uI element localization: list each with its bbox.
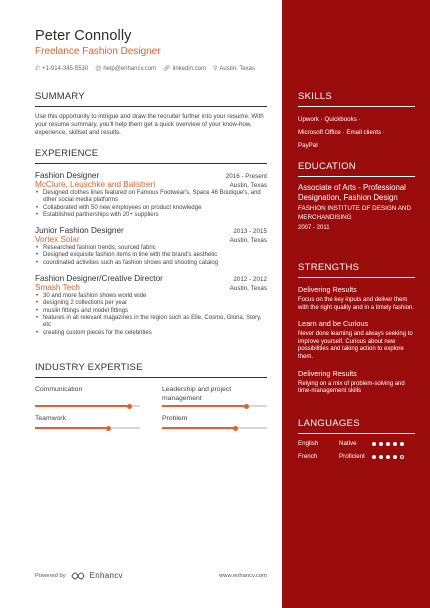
contact-phone[interactable]: ✆ +1-914-345-5530: [35, 65, 89, 72]
strength-title: Delivering Results: [298, 285, 357, 294]
skills-heading: SKILLS: [298, 91, 415, 107]
language-dot-filled: [386, 442, 390, 446]
language-dot-filled: [372, 455, 376, 459]
candidate-title: Freelance Fashion Designer: [35, 46, 161, 57]
language-dot-filled: [372, 442, 376, 446]
job-bullet: • features in all relevant magazines in the region such as Elle, Cosmo, Gloria, Story, etc: [35, 315, 267, 330]
expertise-item: [162, 386, 267, 407]
job-bullets: [35, 245, 267, 267]
location-pin-icon: ⚲: [213, 66, 218, 72]
job-entry: [35, 171, 267, 219]
strength-description: Never done learning and always seeking to improve yourself. Curious about new possibilities and taking action to explore them.: [298, 331, 413, 360]
job-bullet: • 30 and more fashion shows world wide: [35, 293, 267, 300]
language-dot-empty: [400, 455, 404, 459]
summary-text: Use this opportunity to intrigue and draw the recruiter further into your resume. With your resume summary, you'll help them get a quick overview of your know-how, experience, skillset and results.: [35, 113, 264, 136]
strength-description: Focus on the key inputs and deliver them with the right quality and in a timely fashion.: [298, 297, 415, 311]
expertise-bar: [162, 427, 267, 429]
language-dot-filled: [379, 455, 383, 459]
education-degree: Associate of Arts - Professional Designation, Fashion Design: [298, 183, 406, 202]
job-bullet: • Designed exquisite fashion items in line with the brand's aesthetic: [35, 252, 267, 259]
industry-expertise-heading: INDUSTRY EXPERTISE: [35, 362, 267, 378]
contact-linkedin[interactable]: 🔗︎ linkedin.com: [163, 65, 207, 72]
language-name: French: [298, 453, 318, 460]
languages-heading: LANGUAGES: [298, 418, 415, 434]
language-level: Native: [339, 440, 357, 447]
job-company: Vortex Solar: [35, 235, 80, 245]
expertise-item: [35, 386, 140, 407]
language-dot-filled: [393, 455, 397, 459]
job-bullet: • creating custom pieces for the celebrities: [35, 330, 267, 337]
candidate-name: Peter Connolly: [35, 28, 132, 44]
strength-title: Learn and be Curious: [298, 319, 369, 329]
job-bullet: • Collaborated with 50 new employees on product knowledge: [35, 205, 267, 212]
enhancv-logo-icon: [71, 572, 85, 580]
skills-line: Microsoft Office · Email clients ·: [298, 129, 385, 136]
language-level: Proficient: [339, 453, 365, 460]
job-dates: 2016 - Present: [225, 173, 267, 180]
language-dots: [372, 442, 404, 446]
education-years: 2007 - 2011: [298, 225, 330, 231]
strengths-section: [298, 262, 415, 396]
job-bullet: • coordinated activities such as fashion shows and shooting catalog: [35, 260, 267, 267]
sidebar: [282, 0, 430, 608]
job-bullet: • muslin fittings and model fittings: [35, 308, 267, 315]
language-dot-filled: [400, 442, 404, 446]
languages-section: [298, 418, 415, 460]
summary-heading: SUMMARY: [35, 91, 267, 107]
job-location: Austin, Texas: [229, 237, 267, 245]
at-icon: @: [95, 65, 102, 72]
language-name: English: [298, 440, 319, 447]
language-dot-filled: [379, 442, 383, 446]
strength-title: Delivering Results: [298, 368, 357, 378]
experience-section: [35, 148, 267, 337]
job-title: Fashion Designer: [35, 171, 100, 180]
phone-icon: ✆: [35, 66, 41, 72]
expertise-bar-fill: [162, 405, 246, 407]
job-location: Austin, Texas: [229, 182, 267, 189]
education-heading: EDUCATION: [298, 161, 415, 177]
expertise-bar: [35, 427, 140, 429]
expertise-item: [162, 415, 267, 429]
expertise-name: Problem: [162, 415, 188, 422]
job-bullet: • Researched fashion trends, sourced fabric: [35, 245, 267, 252]
strength-description: Relying on a mix of problem-solving and time-management skills: [298, 380, 405, 395]
job-entry: [35, 274, 267, 337]
language-dots: [372, 455, 404, 459]
education-school: FASHION INSTITUTE OF DESIGN AND MERCHANDISING: [298, 205, 412, 221]
skills-section: [298, 91, 415, 152]
link-icon: 🔗︎: [163, 66, 171, 72]
expertise-bar-fill: [35, 427, 109, 429]
resume-header: [35, 28, 267, 72]
job-company: McClure, Leuschke and Balistreri: [35, 180, 156, 189]
footer: [35, 571, 267, 580]
experience-heading: EXPERIENCE: [35, 148, 267, 164]
expertise-bar-fill: [162, 427, 236, 429]
job-company: Smash Tech: [35, 283, 80, 293]
job-title: Junior Fashion Designer: [35, 226, 124, 236]
contact-email[interactable]: @ help@enhancv.com: [95, 65, 157, 72]
job-bullet: • Established partnerships with 20+ suppliers: [35, 212, 267, 219]
language-dot-filled: [386, 455, 390, 459]
expertise-name: Teamwork: [35, 415, 66, 422]
job-bullets: [35, 293, 267, 337]
job-location: Austin, Texas: [229, 285, 267, 293]
expertise-bar-knob: [106, 426, 111, 431]
language-row: [298, 453, 415, 460]
expertise-bar: [35, 405, 140, 407]
expertise-name: Leadership and project management: [162, 386, 232, 402]
job-bullet: • Designed clothes lines featured on Famous Footwear's, Space 46 Boutique's, and other social media platforms: [35, 190, 267, 205]
expertise-item: [35, 415, 140, 429]
job-dates: 2012 - 2012: [233, 276, 267, 284]
contact-location: ⚲ Austin, Texas: [213, 65, 255, 72]
powered-by: [35, 571, 123, 580]
skills-line: Upwork · Quickbooks ·: [298, 116, 361, 123]
job-dates: 2013 - 2015: [233, 228, 267, 236]
summary-section: [35, 91, 267, 137]
contact-row: [35, 65, 267, 72]
job-entry: [35, 226, 267, 267]
education-section: [298, 161, 415, 231]
expertise-name: Communication: [35, 386, 83, 393]
powered-by-label: Powered by: [35, 572, 66, 579]
job-title: Fashion Designer/Creative Director: [35, 274, 163, 284]
expertise-bar-fill: [35, 405, 130, 407]
strengths-heading: STRENGTHS: [298, 262, 415, 278]
expertise-bar: [162, 405, 267, 407]
skills-list: [298, 113, 415, 152]
job-bullet: • designing 2 collections per year: [35, 300, 267, 307]
industry-expertise-section: [35, 362, 267, 429]
language-row: [298, 440, 415, 447]
skills-line: PayPal: [298, 142, 318, 149]
expertise-bar-knob: [244, 404, 249, 409]
expertise-bar-knob: [127, 404, 132, 409]
enhancv-logo-text: Enhancv: [89, 571, 123, 580]
job-bullets: [35, 190, 267, 219]
footer-url[interactable]: www.enhancv.com: [219, 572, 267, 579]
expertise-bar-knob: [233, 426, 238, 431]
language-dot-filled: [393, 442, 397, 446]
